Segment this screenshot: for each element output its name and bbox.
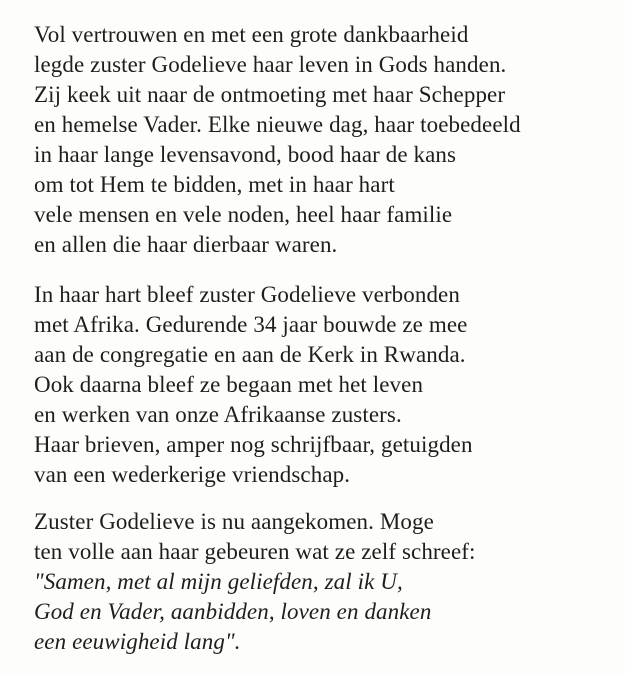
text-line: van een wederkerige vriendschap.: [34, 462, 351, 487]
text-line: aan de congregatie en aan de Kerk in Rwanda.: [34, 342, 466, 367]
text-line: om tot Hem te bidden, met in haar hart: [34, 172, 395, 197]
quote-line: God en Vader, aanbidden, loven en danken: [34, 599, 432, 624]
text-line: Zuster Godelieve is nu aangekomen. Moge: [34, 509, 434, 534]
text-line: ten volle aan haar gebeuren wat ze zelf schreef:: [34, 539, 476, 564]
quote-block: [34, 567, 476, 657]
text-line: en hemelse Vader. Elke nieuwe dag, haar toebedeeld: [34, 112, 521, 137]
text-line: In haar hart bleef zuster Godelieve verbonden: [34, 282, 460, 307]
text-line: en werken van onze Afrikaanse zusters.: [34, 402, 402, 427]
text-line: Haar brieven, amper nog schrijfbaar, getuigden: [34, 432, 473, 457]
quote-line: "Samen, met al mijn geliefden, zal ik U,: [34, 569, 403, 594]
text-line: Zij keek uit naar de ontmoeting met haar Schepper: [34, 82, 506, 107]
text-line: vele mensen en vele noden, heel haar familie: [34, 202, 453, 227]
text-line: en allen die haar dierbaar waren.: [34, 232, 338, 257]
paragraph-africa: [34, 280, 473, 490]
paragraph-arrival: [34, 507, 476, 657]
text-line: in haar lange levensavond, bood haar de kans: [34, 142, 457, 167]
text-line: legde zuster Godelieve haar leven in Gods handen.: [34, 52, 507, 77]
text-line: Ook daarna bleef ze begaan met het leven: [34, 372, 424, 397]
paragraph-faith: [34, 20, 521, 260]
text-line: Vol vertrouwen en met een grote dankbaarheid: [34, 22, 469, 47]
quote-line: een eeuwigheid lang".: [34, 629, 241, 654]
text-line: met Afrika. Gedurende 34 jaar bouwde ze mee: [34, 312, 468, 337]
